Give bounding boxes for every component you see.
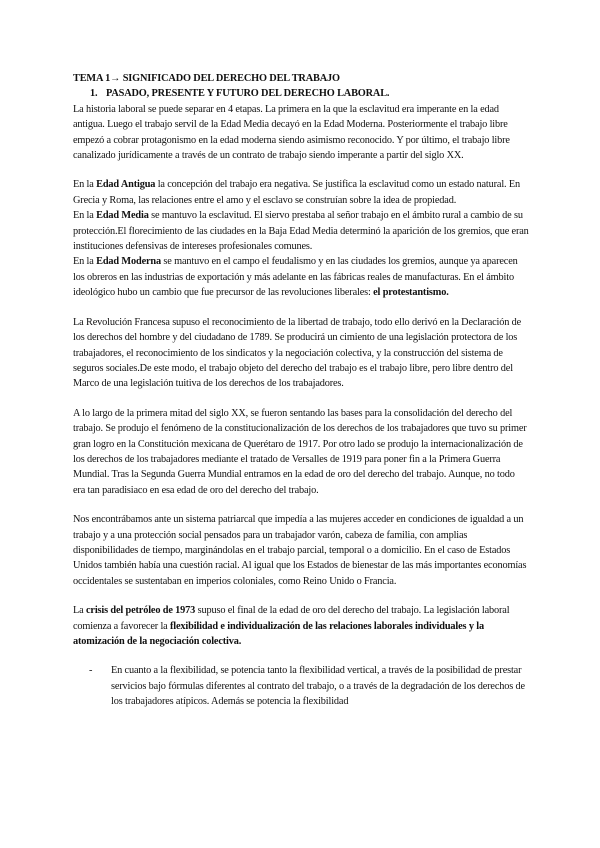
text-span: En la — [73, 179, 97, 191]
bold-term: Edad Antigua — [96, 179, 156, 191]
bold-term: crisis del petróleo de 1973 — [85, 605, 196, 617]
paragraph-edad-moderna — [73, 254, 529, 300]
bold-term: Edad Moderna — [96, 256, 161, 268]
paragraph-siglo-xx: A lo largo de la primera mitad del siglo XX, se fueron sentando las bases para la consolidación del derecho del trabajo. Se produjo el fenómeno de la constitucionalización de los derechos de los trabajadores que tuvo su primer gran logro en la Constitución mexicana de Querétaro de 1917. Por otro lado se produjo la internacionalización de los derechos de los trabajadores mediante el tratado de Versalles de 1919 para poner fin a la Primera Guerra Mundial. Tras la Segunda Guerra Mundial entramos en la edad de oro del derecho del trabajo. Aunque, no todo era tan paradisiaco en esa edad de oro del derecho del trabajo. — [73, 407, 527, 496]
document-body — [73, 71, 529, 710]
list-item — [89, 663, 529, 709]
paragraph-crisis-petroleo — [73, 603, 529, 649]
text-span: En la — [73, 210, 97, 222]
paragraph-revolucion-francesa: La Revolución Francesa supuso el reconocimiento de la libertad de trabajo, todo ello derivó en la Declaración de los derechos del hombre y del ciudadano de 1789. Se producirá un cimiento de una legislación protectora de los trabajadores, el reconocimiento de los sindicatos y la negociación colectiva, y la construcción del sistema de seguros sociales.De este modo, el trabajo objeto del derecho del trabajo es el trabajo libre, pero libre dentro del Marco de una legislación tuitiva de los derechos de los trabajadores. — [73, 316, 522, 390]
text-span: la concepción del trabajo era negativa. Se justifica la esclavitud como un estado natural. En Grecia y Roma, las relaciones entre el amo y el esclavo se construían sobre la idea de propiedad. — [73, 179, 521, 206]
bullet-text: En cuanto a la flexibilidad, se potencia tanto la flexibilidad vertical, a través de la posibilidad de prestar servicios bajo fórmulas diferentes al contrato del trabajo, o a través de la degradación de los derechos de los trabajadores atípicos. Además se potencia la flexibilidad — [111, 665, 525, 708]
bullet-marker: - — [89, 665, 93, 677]
page-title: TEMA 1→ SIGNIFICADO DEL DERECHO DEL TRABAJO — [73, 73, 340, 84]
paragraph-edad-media — [73, 208, 529, 254]
section-number: 1. — [90, 88, 98, 100]
text-span: La — [73, 605, 86, 617]
bold-term: el protestantismo. — [373, 287, 449, 299]
paragraph-intro: La historia laboral se puede separar en 4 etapas. La primera en la que la esclavitud era imperante en la edad antigua. Luego el trabajo servil de la Edad Media decayó en la Edad Moderna. Posteriormente el trabajo libre empezó a cobrar protagonismo en la edad moderna siendo asimismo reconocido. Y por último, el trabajo libre canalizado jurídicamente a través de un contrato de trabajo siendo imperante a partir del siglo XX. — [73, 103, 510, 162]
text-span: se mantuvo la esclavitud. El siervo prestaba al señor trabajo en el ámbito rural a cambio de su protección.El florecimiento de las ciudades en la Baja Edad Media determinó la aparición de los gremios, que eran instituciones defensivas de intereses profesionales comunes. — [73, 210, 529, 253]
bold-term: flexibilidad e individualización de las relaciones laborales individuales y la atomización de la negociación colectiva. — [73, 620, 484, 647]
section-heading — [73, 86, 529, 101]
bold-term: Edad Media — [96, 210, 149, 222]
section-label: PASADO, PRESENTE Y FUTURO DEL DERECHO LABORAL. — [106, 88, 390, 100]
text-span: En la — [73, 256, 97, 268]
paragraph-sistema-patriarcal: Nos encontrábamos ante un sistema patriarcal que impedía a las mujeres acceder en condiciones de igualdad a un trabajo y a una protección social pensados para un trabajador varón, cabeza de familia, con amplias disponibilidades de tiempo, marginándolas en el trabajo parcial, temporal o a domicilio. En el caso de Estados Unidos también había una cuestión racial. Al igual que los Estados de bienestar de las más importantes economías occidentales se sustentaban en imperios coloniales, como Reino Unido o Francia. — [73, 514, 527, 587]
text-span: supuso el final de la edad de oro del derecho del trabajo. La legislación laboral comienza a favorecer la — [73, 605, 510, 632]
paragraph-edad-antigua — [73, 177, 529, 208]
text-span: se mantuvo en el campo el feudalismo y en las ciudades los gremios, aunque ya aparecen los obreros en las industrias de exportación y más adelante en las fábricas reales de manufacturas. En el ámbito ideológico hubo un cambio que fue precursor de las revoluciones liberales: — [73, 256, 518, 299]
